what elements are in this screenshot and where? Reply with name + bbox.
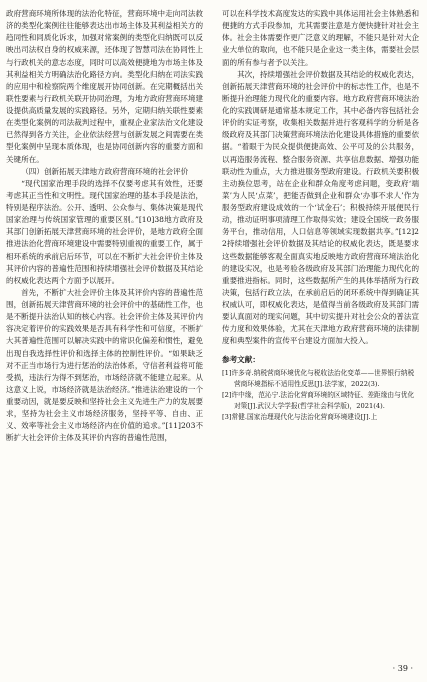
paragraph-quote: “现代国家治理手段的选择不仅要考虑其有效性，还要考虑其正当性和文明性。现代国家治理的基本手段是法治，特别是程序法治。公开、透明、公众参与、集体决策是现代国家治理与传统国家管理的重要区别。”[10]38地方政府及其部门创新拓展天津营商环境的社会评价，是地方政府全面推进法治化营商环境建设中需要特别重视的重要工作，属于相环系统的承前启后环节，可以在不断扩大社会评价主体及其评价内容的普遍性范围和持续增强社会评价数据及其结论的权威化表达两个方面予以展开。: [6, 178, 203, 285]
right-column: [222, 8, 419, 423]
left-column: [6, 8, 203, 445]
section-heading-4: （四）创新拓展天津地方政府营商环境的社会评价: [21, 166, 189, 176]
reference-item: [1]许多奇.纳税营商环境优化与税收法治化变革——世界银行纳税营商环境指标不适用性反思[J].法学家，2022(3).: [222, 368, 415, 388]
paragraph-continuation-2: 可以在科学技术高度发达的实践中具体运用社会主体熟悉和便捷的方式手段参加，尤其需要注意是方便快捷针对社会主体。社会主体需要作更广泛意义的理解，不能只是针对大企业大单位的取向，也不能只是企业这一类主体，需要社会层面的所有参与者予以关注。: [222, 9, 419, 67]
paragraph-continuation: 政府营商环境所体现的法治化特征，营商环境中走向司法救济的类型化案例往往能够表达出市场主体及其利益相关方的趋同性和同质化诉求，加强对常案例的类型化归纳既可以反映出司法权自身的权威来源，还体现了智慧司法在协同性上与行政机关的意志态度，同时可以高效便捷地为市场主体及其利益相关方明确法治化路径方向。类型化归纳在司法实践的应用中和检察院两个维度展开协同创新。在完期概括出关联性要素与行政机关联开协同治理，为地方政府营商环境建设提供高质量发展的实践路径。另外，定期归纳关联性要素在类型化案例的司法裁判过程中，重视企业家法治文化建设已然得到各方关注，企业依法经营与创新发展之间需要在类型化案例中呈现本质体现，也是协同创新内容的重要方面和关键所在。: [6, 9, 203, 164]
page-number: · 39 ·: [392, 664, 413, 673]
paragraph-first: 首先，不断扩大社会评价主体及其评价内容的普遍性范围，创新拓展天津营商环境的社会评价中的基础性工作，也是不断提升法治认知的核心内容。社会评价主体及其评价内容决定着评价的实践效果是否具有科学性和可信度，不断扩大其普遍性范围可以解决实践中的常识化偏差和惯性，避免出现自我选择性评价和选择主体的控制性评价。“如果缺乏对不正当市场行为进行惩治的法治体系，守信者利益将可能受损，违法行为得不到惩治，市场经济就不能建立起来。从这意义上说，市场经济就是法治经济。”推进法治建设的一个重要动因，就是要反映和坚持社会主义先进生产力的发展要求，坚持为社会主义市场经济服务，坚持平等、自由、正义、效率等社会主义市场经济内在价值的追求。”[11]203不断扩大社会评价主体及其评价内容的普遍性范围，: [6, 287, 203, 443]
paragraph-second: 其次，持续增强社会评价数据及其结论的权威化表达，创新拓展天津营商环境的社会评价中的标志性工作，也是不断提升治理能力现代化的重要内容。地方政府营商环境法治化的实践调研是通常基本规定工作，其中必备内容包括社会评价的实证考察，收集相关数据并进行客观科学的分析是各级政府及其部门决策营商环境法治化建设具体措施的重要依据。“着眼于为民众提供便捷高效、公平可及的公共服务，以再造服务流程、整合服务资源、共享信息数据、增强功能联动性为重点，大力推进服务型政府建设。行政机关要积极主动换位思考，站在企业和群众角度考虑问题，变政府‘端菜’为人民‘点菜’，把能否做到企业和群众‘办事不求人’作为服务型政府建设成效的一个‘试金石’；积极持续开展便民行动，推动证明事项清理工作取得实效；建设全国统一政务服务平台，推动信用，人口信息等领域实现数据共享。”[12]22持续增强社会评价数据及其结论的权威化表达，既是要求这些数据能够客观全面真实地反映地方政府营商环境法治化的建设实况，也是考验各级政府及其部门治理能力现代化的重要推进指标。同时，这些数据所产生的具体举措所为行政决策，包括行政立法，在承前启后的闭环系统中得到确证其权威认可，即权威化表达，是值得当前各级政府及其部门需要认真面对的现实问题，其中切实提升对社会公众的普法宣传力度和效果体验，尤其在天津地方政府营商环境的法律制度和典型案件的宣传平台建设方面加大投入。: [222, 69, 419, 346]
reference-item: [2]许中缘，范沁宁.法治化营商环境的区域特征、差距缘由与优化对策[J].武汉大学学报(哲学社会科学版)，2021(4).: [222, 390, 415, 410]
references-title: 参考文献：: [222, 354, 260, 364]
reference-item: [3]常健.国家治理现代化与法治化营商环境建设[J].上: [222, 412, 378, 421]
